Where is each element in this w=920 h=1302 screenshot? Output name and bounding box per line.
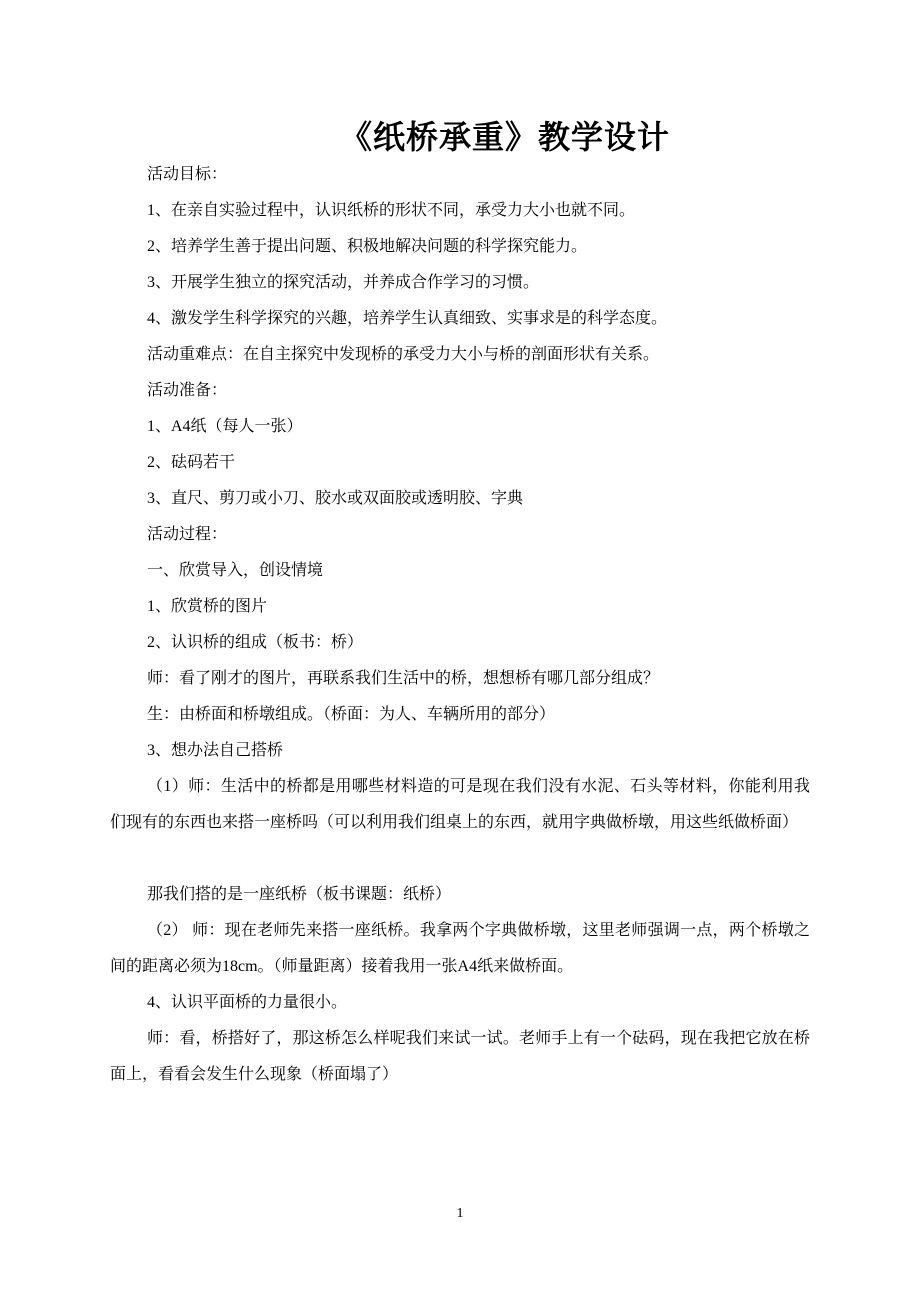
paragraph: 2、培养学生善于提出问题、积极地解决问题的科学探究能力。 — [147, 238, 588, 255]
paragraph: （2） 师：现在老师先来搭一座纸桥。我拿两个字典做桥墩，这里老师强调一点，两个桥墩之间的距离必须为18cm。（师量距离）接着我用一张A4纸来做桥面。 — [110, 922, 810, 975]
paragraph: 2、砝码若干 — [147, 454, 236, 471]
section-after-gap — [110, 877, 810, 1093]
section-before-gap — [110, 157, 810, 841]
paragraph: 活动过程： — [147, 526, 228, 543]
paragraph: 活动重难点：在自主探究中发现桥的承受力大小与桥的剖面形状有关系。 — [147, 346, 660, 363]
paragraph: 一、欣赏导入，创设情境 — [147, 562, 324, 579]
paragraph: 师：看了刚才的图片，再联系我们生活中的桥，想想桥有哪几部分组成？ — [147, 670, 660, 687]
paragraph: 1、欣赏桥的图片 — [147, 598, 268, 615]
page-number: 1 — [456, 1206, 464, 1221]
paragraph: 3、开展学生独立的探究活动，并养成合作学习的习惯。 — [147, 274, 540, 291]
paragraph: 3、直尺、剪刀或小刀、胶水或双面胶或透明胶、字典 — [147, 490, 524, 507]
paragraph: 1、A4纸（每人一张） — [147, 418, 303, 435]
document-title: 《纸桥承重》教学设计 — [339, 119, 670, 155]
paragraph: 活动目标： — [147, 166, 228, 183]
paragraph: 活动准备： — [147, 382, 228, 399]
paragraph: 那我们搭的是一座纸桥（板书课题：纸桥） — [147, 886, 452, 903]
paragraph: 2、认识桥的组成（板书：桥） — [147, 634, 364, 651]
paragraph: （1）师：生活中的桥都是用哪些材料造的可是现在我们没有水泥、石头等材料，你能利用我们现有的东西也来搭一座桥吗（可以利用我们组桌上的东西，就用字典做桥墩，用这些纸做桥面） — [110, 778, 810, 831]
paragraph: 师：看，桥搭好了，那这桥怎么样呢我们来试一试。老师手上有一个砝码，现在我把它放在桥面上，看看会发生什么现象（桥面塌了） — [110, 1030, 810, 1083]
paragraph: 1、在亲自实验过程中，认识纸桥的形状不同，承受力大小也就不同。 — [147, 202, 636, 219]
blank-line — [110, 841, 810, 877]
paragraph: 生：由桥面和桥墩组成。（桥面：为人、车辆所用的部分） — [147, 706, 556, 723]
paragraph: 4、认识平面桥的力量很小。 — [147, 994, 348, 1011]
paragraph: 3、想办法自己搭桥 — [147, 742, 284, 759]
paragraph: 4、激发学生科学探究的兴趣，培养学生认真细致、实事求是的科学态度。 — [147, 310, 668, 327]
document-body — [110, 157, 810, 1093]
